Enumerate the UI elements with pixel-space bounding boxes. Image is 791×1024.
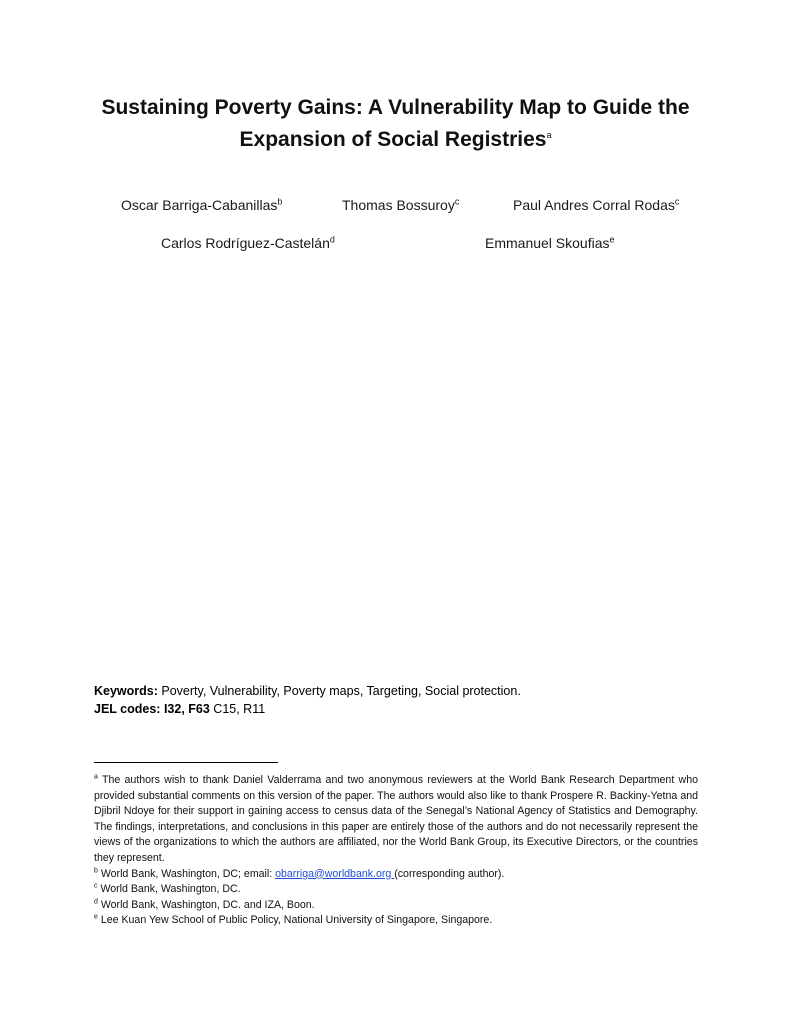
footnote-mark: d	[94, 898, 98, 906]
author-affiliation-mark: e	[609, 234, 615, 245]
footnote-d	[94, 898, 698, 914]
author-5	[485, 234, 615, 252]
footnote-mark: a	[94, 773, 98, 781]
author-affiliation-mark: d	[329, 234, 335, 245]
author-name: Paul Andres Corral Rodas	[513, 197, 675, 213]
author-affiliation-mark: c	[454, 196, 460, 207]
footnote-a	[94, 773, 698, 867]
title-line-1: Sustaining Poverty Gains: A Vulnerability Map to Guide the	[101, 96, 690, 119]
title-line-2	[60, 124, 731, 156]
author-name: Carlos Rodríguez-Castelán	[161, 235, 330, 251]
email-link[interactable]: obarriga@worldbank.org	[275, 867, 395, 880]
jel-codes: C15, R11	[209, 702, 266, 716]
footnote-mark: e	[94, 913, 98, 921]
author-4	[161, 234, 335, 252]
author-name: Thomas Bossuroy	[342, 197, 455, 213]
keywords-label: Keywords:	[94, 684, 158, 698]
author-affiliation-mark: c	[674, 196, 680, 207]
footnote-text: Lee Kuan Yew School of Public Policy, National University of Singapore, Singapore.	[97, 914, 493, 927]
author-3	[513, 196, 679, 214]
keywords-block	[94, 682, 714, 718]
title-footnote-mark: a	[546, 130, 552, 140]
author-1	[121, 196, 282, 214]
footnote-mark: c	[94, 882, 98, 890]
jel-bold-codes: I32, F63	[160, 702, 210, 716]
footnote-c	[94, 882, 698, 898]
footnote-b	[94, 867, 698, 883]
footnotes	[94, 773, 698, 929]
jel-codes-line	[94, 700, 714, 718]
footnote-mark: b	[94, 867, 98, 875]
keywords-line	[94, 682, 714, 700]
footnote-text: The authors wish to thank Daniel Valderrama and two anonymous reviewers at the World Bank Research Department who provided substantial comments on this version of the paper. The authors would also like to thank Prospere R. Backiny-Yetna and Djibril Ndoye for their support in gaining access to census data of the Senegal’s National Agency of Statistics and Demography. The findings, interpretations, and conclusions in this paper are entirely those of the authors and do not necessarily represent the views of the organizations to which the authors are affiliated, nor the World Bank Group, its Executive Directors, or the countries they represent.	[94, 774, 698, 864]
title-line-2-text: Expansion of Social Registries	[239, 128, 547, 151]
paper-title	[60, 92, 731, 156]
footnote-text: World Bank, Washington, DC. and IZA, Boon.	[97, 898, 315, 911]
jel-label: JEL codes:	[94, 702, 161, 716]
keywords-text: Poverty, Vulnerability, Poverty maps, Targeting, Social protection.	[157, 684, 521, 698]
author-2	[342, 196, 459, 214]
footnote-text: World Bank, Washington, DC.	[97, 883, 241, 896]
footnote-text: World Bank, Washington, DC; email:	[97, 867, 276, 880]
footnote-e	[94, 913, 698, 929]
author-name: Emmanuel Skoufias	[485, 235, 610, 251]
author-affiliation-mark: b	[277, 196, 283, 207]
footnote-divider	[94, 762, 278, 763]
author-name: Oscar Barriga-Cabanillas	[121, 197, 278, 213]
footnote-text-after: (corresponding author).	[394, 867, 505, 880]
